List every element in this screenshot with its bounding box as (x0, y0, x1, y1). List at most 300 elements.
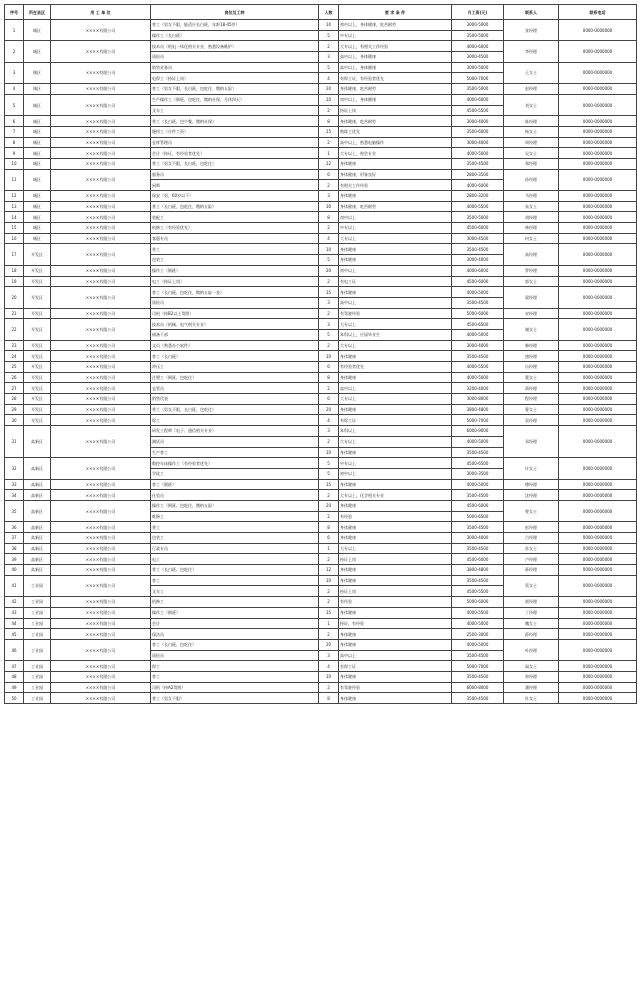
salary-cell: 4000-5500 (452, 201, 504, 212)
contact-cell: 苏女士 (504, 543, 559, 554)
requirements-cell: 高中以上，身体健康 (339, 62, 452, 73)
salary-cell: 6000-9000 (452, 426, 504, 437)
headcount-cell: 2 (319, 682, 339, 693)
contact-cell: 贾经理 (504, 597, 559, 608)
table-row (5, 404, 637, 415)
company-cell: ××××有限公司 (51, 62, 151, 83)
contact-cell: 罗经理 (504, 265, 559, 276)
position-cell: 操作工（倒班） (151, 265, 319, 276)
requirements-cell: 有经验者优先 (339, 362, 452, 373)
contact-cell: 郑经理 (504, 158, 559, 169)
county-cell: 城区 (24, 62, 51, 83)
salary-cell: 3500-5000 (452, 84, 504, 95)
table-row (5, 62, 637, 73)
header-requirements: 要 求 条 件 (339, 5, 452, 20)
position-cell: 维修工 (151, 511, 319, 522)
phone-cell: 0000-0000000 (559, 169, 637, 190)
phone-cell: 0000-0000000 (559, 618, 637, 629)
requirements-cell: 身体健康，吃苦耐劳 (339, 116, 452, 127)
table-row (5, 94, 637, 105)
requirements-cell: 大专以上 (339, 394, 452, 405)
position-cell: 普工（长白班，包吃住） (151, 639, 319, 650)
company-cell: ××××有限公司 (51, 126, 151, 137)
phone-cell: 0000-0000000 (559, 212, 637, 223)
position-cell: 研发工程师（电子、通信相关专业） (151, 426, 319, 437)
table-row (5, 543, 637, 554)
salary-cell: 2800-3500 (452, 169, 504, 180)
requirements-cell: 大专以上，有相关工作经验 (339, 41, 452, 52)
table-row (5, 618, 637, 629)
table-row (5, 351, 637, 362)
headcount-cell: 20 (319, 500, 339, 511)
position-cell: 普工（长白班，包吃住） (151, 565, 319, 576)
county-cell: 开发区 (24, 394, 51, 405)
requirements-cell: 有经验 (339, 597, 452, 608)
company-cell: ××××有限公司 (51, 426, 151, 458)
salary-cell: 4000-5000 (452, 287, 504, 298)
position-cell: 叉车工 (151, 586, 319, 597)
county-cell: 开发区 (24, 287, 51, 308)
phone-cell: 0000-0000000 (559, 158, 637, 169)
county-cell: 高新区 (24, 522, 51, 533)
county-cell: 高新区 (24, 490, 51, 501)
headcount-cell: 5 (319, 458, 339, 469)
header-phone: 联系电话 (559, 5, 637, 20)
position-cell: 会计（持证，有经验者优先） (151, 148, 319, 159)
requirements-cell: 有驾驶经验 (339, 308, 452, 319)
county-cell: 工业园 (24, 575, 51, 596)
company-cell: ××××有限公司 (51, 671, 151, 682)
row-number: 3 (5, 62, 24, 83)
company-cell: ××××有限公司 (51, 319, 151, 340)
row-number: 15 (5, 223, 24, 234)
position-cell: 客服专员 (151, 233, 319, 244)
table-row (5, 500, 637, 511)
position-cell: 普工（男女不限，长白班，包吃住） (151, 404, 319, 415)
contact-cell: 阎女士 (504, 661, 559, 672)
headcount-cell: 5 (319, 329, 339, 340)
table-row (5, 458, 637, 469)
headcount-cell: 8 (319, 212, 339, 223)
contact-cell: 许女士 (504, 458, 559, 479)
position-cell: 司机（持B2以上驾照） (151, 308, 319, 319)
contact-cell: 林经理 (504, 223, 559, 234)
contact-cell: 魏女士 (504, 618, 559, 629)
headcount-cell: 2 (319, 490, 339, 501)
contact-cell: 曾女士 (504, 500, 559, 521)
county-cell: 城区 (24, 233, 51, 244)
headcount-cell: 5 (319, 62, 339, 73)
headcount-cell: 5 (319, 468, 339, 479)
phone-cell: 0000-0000000 (559, 223, 637, 234)
requirements-cell: 有驾驶经验 (339, 682, 452, 693)
salary-cell: 3500-5000 (452, 212, 504, 223)
company-cell: ××××有限公司 (51, 597, 151, 608)
header-row (5, 5, 637, 20)
row-number: 35 (5, 500, 24, 521)
salary-cell: 4000-5500 (452, 362, 504, 373)
company-cell: ××××有限公司 (51, 201, 151, 212)
row-number: 33 (5, 479, 24, 490)
row-number: 23 (5, 340, 24, 351)
position-cell: 普工 (151, 244, 319, 255)
position-cell: 销售代表 (151, 394, 319, 405)
requirements-cell: 持证，有经验 (339, 618, 452, 629)
phone-cell: 0000-0000000 (559, 554, 637, 565)
requirements-cell: 初中以上 (339, 212, 452, 223)
phone-cell: 0000-0000000 (559, 671, 637, 682)
salary-cell: 4500-6500 (452, 458, 504, 469)
row-number: 9 (5, 148, 24, 159)
row-number: 21 (5, 308, 24, 319)
headcount-cell: 10 (319, 244, 339, 255)
position-cell: 普工 (151, 575, 319, 586)
contact-cell: 高经理 (504, 244, 559, 265)
table-row (5, 244, 637, 255)
requirements-cell: 身体健康 (339, 479, 452, 490)
headcount-cell: 1 (319, 543, 339, 554)
phone-cell: 0000-0000000 (559, 607, 637, 618)
position-cell: 机修工 (151, 597, 319, 608)
county-cell: 开发区 (24, 415, 51, 426)
salary-cell: 3500-4500 (452, 522, 504, 533)
contact-cell: 谢女士 (504, 319, 559, 340)
company-cell: ××××有限公司 (51, 629, 151, 640)
position-cell: 操作工（倒班，包吃住，缴纳五险） (151, 500, 319, 511)
phone-cell: 0000-0000000 (559, 458, 637, 479)
salary-cell: 3500-4500 (452, 244, 504, 255)
row-number: 14 (5, 212, 24, 223)
headcount-cell: 5 (319, 30, 339, 41)
company-cell: ××××有限公司 (51, 394, 151, 405)
table-body (5, 20, 637, 704)
table-row (5, 137, 637, 148)
salary-cell: 3500-4500 (452, 671, 504, 682)
table-row (5, 671, 637, 682)
county-cell: 工业园 (24, 682, 51, 693)
contact-cell: 余经理 (504, 671, 559, 682)
phone-cell: 0000-0000000 (559, 84, 637, 95)
phone-cell: 0000-0000000 (559, 543, 637, 554)
company-cell: ××××有限公司 (51, 308, 151, 319)
company-cell: ××××有限公司 (51, 116, 151, 127)
requirements-cell: 身体健康 (339, 575, 452, 586)
table-row (5, 575, 637, 586)
position-cell: 质检员 (151, 650, 319, 661)
table-row (5, 84, 637, 95)
requirements-cell: 身体健康，吃苦耐劳 (339, 84, 452, 95)
salary-cell: 3800-4800 (452, 404, 504, 415)
headcount-cell: 8 (319, 522, 339, 533)
headcount-cell: 4 (319, 661, 339, 672)
table-row (5, 126, 637, 137)
requirements-cell: 高中以上，身体健康 (339, 52, 452, 63)
headcount-cell: 3 (319, 297, 339, 308)
phone-cell: 0000-0000000 (559, 137, 637, 148)
headcount-cell: 2 (319, 436, 339, 447)
company-cell: ××××有限公司 (51, 137, 151, 148)
row-number: 30 (5, 415, 24, 426)
table-row (5, 41, 637, 52)
requirements-cell: 大专以上 (339, 233, 452, 244)
contact-cell: 蒋经理 (504, 565, 559, 576)
table-row (5, 522, 637, 533)
phone-cell: 0000-0000000 (559, 682, 637, 693)
headcount-cell: 2 (319, 597, 339, 608)
requirements-cell: 有相关工作经验 (339, 180, 452, 191)
company-cell: ××××有限公司 (51, 458, 151, 479)
contact-cell: 朱女士 (504, 201, 559, 212)
phone-cell: 0000-0000000 (559, 191, 637, 202)
headcount-cell: 10 (319, 575, 339, 586)
company-cell: ××××有限公司 (51, 20, 151, 41)
position-cell: 电焊工（持证上岗） (151, 73, 319, 84)
requirements-cell: 身体健康 (339, 244, 452, 255)
county-cell: 城区 (24, 212, 51, 223)
position-cell: 普工 (151, 671, 319, 682)
salary-cell: 3500-4500 (452, 447, 504, 458)
requirements-cell: 高中以上，熟悉电脑操作 (339, 137, 452, 148)
row-number: 44 (5, 618, 24, 629)
header-no: 序号 (5, 5, 24, 20)
headcount-cell: 8 (319, 372, 339, 383)
company-cell: ××××有限公司 (51, 661, 151, 672)
table-row (5, 340, 637, 351)
row-number: 37 (5, 533, 24, 544)
salary-cell: 5000-6000 (452, 597, 504, 608)
position-cell: 生产普工 (151, 447, 319, 458)
county-cell: 城区 (24, 41, 51, 62)
requirements-cell: 有经验 (339, 511, 452, 522)
table-row (5, 372, 637, 383)
company-cell: ××××有限公司 (51, 265, 151, 276)
headcount-cell: 2 (319, 308, 339, 319)
contact-cell: 卢经理 (504, 554, 559, 565)
row-number: 32 (5, 458, 24, 479)
position-cell: 普工 (151, 522, 319, 533)
county-cell: 工业园 (24, 618, 51, 629)
position-cell: 销售业务员 (151, 62, 319, 73)
contact-cell: 杜女士 (504, 693, 559, 704)
contact-cell: 李经理 (504, 41, 559, 62)
salary-cell: 5000-6500 (452, 511, 504, 522)
position-cell: 普工（男女不限，长白班，包吃住，缴纳五险） (151, 84, 319, 95)
headcount-cell: 5 (319, 255, 339, 266)
salary-cell: 3000-8000 (452, 394, 504, 405)
position-cell: 包装工 (151, 533, 319, 544)
county-cell: 开发区 (24, 265, 51, 276)
table-row (5, 415, 637, 426)
requirements-cell: 持证上岗 (339, 586, 452, 597)
company-cell: ××××有限公司 (51, 372, 151, 383)
salary-cell: 2800-3200 (452, 191, 504, 202)
requirements-cell: 身体健康 (339, 607, 452, 618)
headcount-cell: 1 (319, 148, 339, 159)
company-cell: ××××有限公司 (51, 362, 151, 373)
contact-cell: 马经理 (504, 191, 559, 202)
county-cell: 高新区 (24, 500, 51, 521)
salary-cell: 4500-6000 (452, 223, 504, 234)
salary-cell: 3000-4000 (452, 255, 504, 266)
county-cell: 城区 (24, 116, 51, 127)
headcount-cell: 3 (319, 319, 339, 330)
row-number: 24 (5, 351, 24, 362)
phone-cell: 0000-0000000 (559, 500, 637, 521)
county-cell: 高新区 (24, 543, 51, 554)
company-cell: ××××有限公司 (51, 233, 151, 244)
table-row (5, 682, 637, 693)
requirements-cell: 大专以上 (339, 319, 452, 330)
company-cell: ××××有限公司 (51, 351, 151, 362)
table-row (5, 276, 637, 287)
salary-cell: 4000-5000 (452, 329, 504, 340)
table-row (5, 287, 637, 298)
position-cell: 质检员 (151, 52, 319, 63)
headcount-cell: 2 (319, 340, 339, 351)
table-row (5, 693, 637, 704)
headcount-cell: 10 (319, 94, 339, 105)
county-cell: 城区 (24, 148, 51, 159)
headcount-cell: 2 (319, 41, 339, 52)
row-number: 5 (5, 94, 24, 115)
headcount-cell: 2 (319, 586, 339, 597)
row-number: 27 (5, 383, 24, 394)
contact-cell: 萧经理 (504, 383, 559, 394)
position-cell: 包装工 (151, 255, 319, 266)
row-number: 29 (5, 404, 24, 415)
phone-cell: 0000-0000000 (559, 308, 637, 319)
company-cell: ××××有限公司 (51, 693, 151, 704)
salary-cell: 4000-6000 (452, 41, 504, 52)
company-cell: ××××有限公司 (51, 500, 151, 521)
phone-cell: 0000-0000000 (559, 116, 637, 127)
headcount-cell: 2 (319, 554, 339, 565)
requirements-cell: 高中以上 (339, 297, 452, 308)
table-row (5, 565, 637, 576)
requirements-cell: 身体健康 (339, 629, 452, 640)
headcount-cell: 6 (319, 169, 339, 180)
phone-cell: 0000-0000000 (559, 319, 637, 340)
salary-cell: 4000-6000 (452, 180, 504, 191)
position-cell: 质检员 (151, 297, 319, 308)
salary-cell: 3500-4500 (452, 575, 504, 586)
contact-cell: 吕经理 (504, 533, 559, 544)
row-number: 11 (5, 169, 24, 190)
phone-cell: 0000-0000000 (559, 362, 637, 373)
phone-cell: 0000-0000000 (559, 372, 637, 383)
salary-cell: 3000-4000 (452, 137, 504, 148)
table-row (5, 426, 637, 437)
row-number: 20 (5, 287, 24, 308)
position-cell: 仓库管理员 (151, 137, 319, 148)
phone-cell: 0000-0000000 (559, 244, 637, 265)
requirements-cell: 大专以上，财会专业 (339, 148, 452, 159)
headcount-cell: 1 (319, 618, 339, 629)
requirements-cell: 身体健康 (339, 191, 452, 202)
position-cell: 普工（长白班，包吃住，缴纳五险） (151, 201, 319, 212)
company-cell: ××××有限公司 (51, 682, 151, 693)
row-number: 25 (5, 362, 24, 373)
headcount-cell: 12 (319, 565, 339, 576)
table-row (5, 308, 637, 319)
row-number: 50 (5, 693, 24, 704)
requirements-cell: 身体健康 (339, 351, 452, 362)
position-cell: 叉车工 (151, 105, 319, 116)
row-number: 18 (5, 265, 24, 276)
phone-cell: 0000-0000000 (559, 276, 637, 287)
requirements-cell: 身体健康 (339, 565, 452, 576)
salary-cell: 3000-4000 (452, 533, 504, 544)
phone-cell: 0000-0000000 (559, 351, 637, 362)
headcount-cell: 6 (319, 394, 339, 405)
table-row (5, 554, 637, 565)
company-cell: ××××有限公司 (51, 479, 151, 490)
contact-cell: 邓经理 (504, 426, 559, 458)
headcount-cell: 2 (319, 383, 339, 394)
headcount-cell: 3 (319, 650, 339, 661)
headcount-cell: 8 (319, 116, 339, 127)
county-cell: 城区 (24, 158, 51, 169)
contact-cell: 蔡女士 (504, 575, 559, 596)
table-row (5, 629, 637, 640)
salary-cell: 3000-3500 (452, 468, 504, 479)
company-cell: ××××有限公司 (51, 41, 151, 62)
company-cell: ××××有限公司 (51, 522, 151, 533)
requirements-cell: 初中以上 (339, 265, 452, 276)
position-cell: 服务员 (151, 169, 319, 180)
table-row (5, 319, 637, 330)
position-cell: 学徒工 (151, 468, 319, 479)
contact-cell: 赵经理 (504, 84, 559, 95)
position-cell: 操作工（长白班） (151, 30, 319, 41)
position-cell: 电工（持证上岗） (151, 276, 319, 287)
requirements-cell: 身体健康 (339, 533, 452, 544)
requirements-cell: 初中以上，身体健康，吃苦耐劳 (339, 20, 452, 31)
job-listing-sheet (4, 4, 636, 704)
company-cell: ××××有限公司 (51, 169, 151, 190)
phone-cell: 0000-0000000 (559, 575, 637, 596)
contact-cell: 董女士 (504, 372, 559, 383)
county-cell: 工业园 (24, 671, 51, 682)
company-cell: ××××有限公司 (51, 212, 151, 223)
row-number: 19 (5, 276, 24, 287)
table-row (5, 158, 637, 169)
requirements-cell: 持证上岗 (339, 105, 452, 116)
company-cell: ××××有限公司 (51, 84, 151, 95)
headcount-cell: 2 (319, 511, 339, 522)
requirements-cell: 有焊工证，有经验者优先 (339, 73, 452, 84)
salary-cell: 4000-5000 (452, 479, 504, 490)
phone-cell: 0000-0000000 (559, 629, 637, 640)
salary-cell: 4500-5500 (452, 586, 504, 597)
salary-cell: 4000-5000 (452, 436, 504, 447)
phone-cell: 0000-0000000 (559, 126, 637, 137)
requirements-cell: 身体健康 (339, 639, 452, 650)
county-cell: 城区 (24, 20, 51, 41)
position-cell: 操作工（倒班） (151, 607, 319, 618)
headcount-cell: 20 (319, 404, 339, 415)
phone-cell: 0000-0000000 (559, 661, 637, 672)
contact-cell: 傅经理 (504, 479, 559, 490)
salary-cell: 3000-4500 (452, 233, 504, 244)
table-row (5, 362, 637, 373)
headcount-cell: 20 (319, 84, 339, 95)
requirements-cell: 有焊工证 (339, 415, 452, 426)
contact-cell: 丁经理 (504, 607, 559, 618)
county-cell: 开发区 (24, 404, 51, 415)
salary-cell: 3500-6000 (452, 126, 504, 137)
table-row (5, 148, 637, 159)
